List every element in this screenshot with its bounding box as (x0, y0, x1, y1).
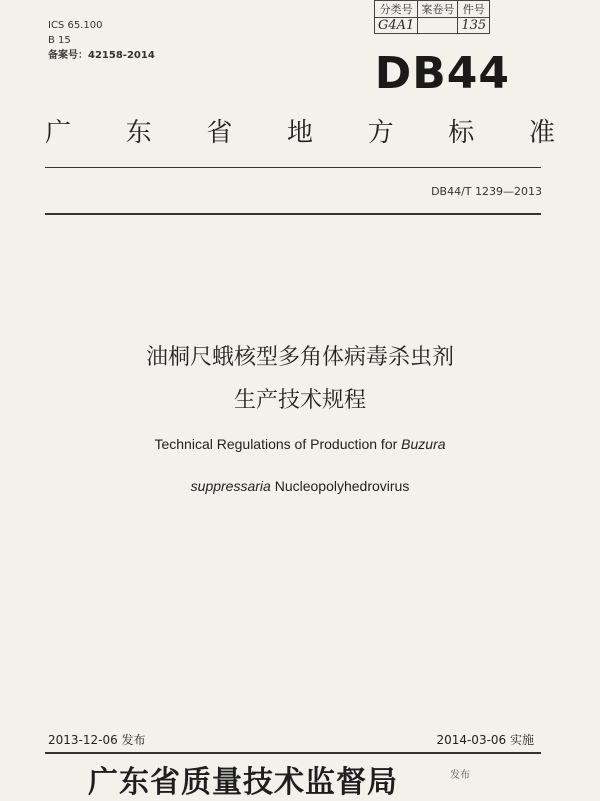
standard-type-char: 东 (125, 118, 152, 148)
title-english-line1 (0, 436, 600, 452)
top-divider (45, 167, 541, 168)
standard-type-char: 标 (448, 118, 475, 148)
stamp-value-category: G4A1 (375, 18, 418, 34)
stamp-header-row (375, 1, 490, 18)
standard-type-char: 准 (528, 118, 555, 148)
stamp-value-item: 135 (458, 18, 490, 34)
title-english-line2-italic: suppressaria (190, 478, 271, 494)
stamp-header-volume: 案卷号 (418, 1, 458, 18)
issue-date: 2013-12-06 发布 (48, 733, 146, 747)
title-english-line1-regular: Technical Regulations of Production for (154, 436, 402, 452)
archive-stamp-table (374, 0, 490, 34)
title-english-line2-regular: Nucleopolyhedrovirus (270, 478, 410, 494)
stamp-value-volume (418, 18, 458, 34)
stamp-header-category: 分类号 (375, 1, 418, 18)
title-chinese-line1: 油桐尺蛾核型多角体病毒杀虫剂 (145, 345, 454, 370)
standard-type-char: 广 (45, 118, 72, 148)
standard-type-title (45, 112, 555, 149)
implementation-date: 2014-03-06 实施 (436, 733, 534, 747)
title-chinese-line2: 生产技术规程 (233, 388, 366, 413)
issuing-authority: 广东省质量技术监督局 (88, 765, 398, 800)
standard-code: DB44 (374, 48, 510, 99)
ccs-code: B 15 (48, 35, 71, 46)
stamp-value-row (375, 18, 490, 34)
standard-type-char: 地 (286, 118, 313, 148)
issuing-authority-suffix: 发布 (450, 770, 470, 781)
standard-type-char: 省 (206, 118, 233, 148)
standard-type-char: 方 (367, 118, 394, 148)
ics-code: ICS 65.100 (48, 20, 103, 31)
standard-number: DB44/T 1239—2013 (431, 185, 542, 198)
footer-divider (45, 752, 541, 754)
title-english-line1-italic: Buzura (401, 436, 446, 452)
record-number: 备案号：42158-2014 (48, 50, 155, 61)
header-divider (45, 213, 541, 215)
stamp-header-item: 件号 (458, 1, 490, 18)
title-english-line2 (0, 478, 600, 494)
